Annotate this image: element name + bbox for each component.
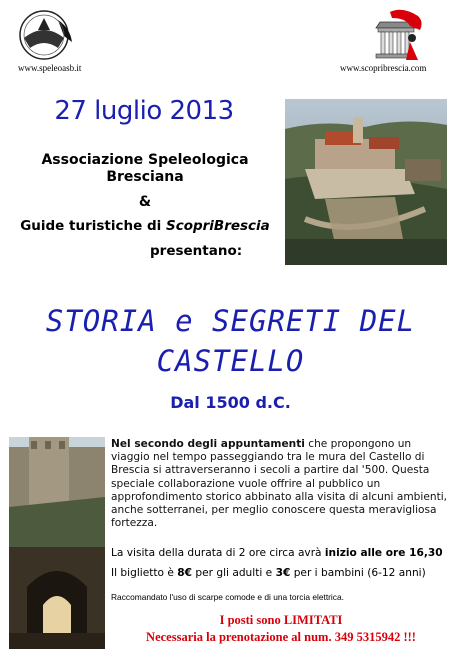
ampersand: & <box>138 194 152 210</box>
ticket-mid: per gli adulti e <box>192 567 276 579</box>
guides-line <box>10 218 280 234</box>
booking-notice: Necessaria la prenotazione al num. 349 5315942 !!! <box>146 630 416 644</box>
scopribrescia-logo <box>362 8 430 62</box>
guides-prefix: Guide turistiche di <box>20 218 166 234</box>
equipment-note: Raccomandato l'uso di scarpe comode e di una torcia elettrica. <box>111 592 344 602</box>
speleoasb-url[interactable]: www.speleoasb.it <box>18 63 82 73</box>
event-description <box>111 438 451 530</box>
visit-info <box>111 547 451 560</box>
castle-gate-photo <box>9 437 105 649</box>
visit-start-time: inizio alle ore 16,30 <box>324 547 443 559</box>
event-title <box>8 301 453 381</box>
title-line-1: STORIA e SEGRETI DEL <box>45 304 416 338</box>
scopribrescia-url[interactable]: www.scopribrescia.com <box>340 63 427 73</box>
limited-seats-notice: I posti sono LIMITATI <box>219 613 343 627</box>
guides-brand: ScopriBrescia <box>165 218 270 234</box>
ticket-prefix: Il biglietto è <box>111 567 178 579</box>
ticket-suffix: per i bambini (6-12 anni) <box>290 567 426 579</box>
event-date: 27 luglio 2013 <box>54 96 234 126</box>
description-lead: Nel secondo degli appuntamenti <box>111 438 305 450</box>
ticket-child-price: 3€ <box>275 567 291 579</box>
event-period: Dal 1500 d.C. <box>170 393 291 412</box>
visit-prefix: La visita della durata di 2 ore circa avrà <box>111 547 325 559</box>
title-line-2: CASTELLO <box>156 344 305 378</box>
organizer-name <box>20 152 270 186</box>
castle-aerial-photo <box>285 99 447 265</box>
description-body: che propongono un viaggio nel tempo passeggiando tra le mura del Castello di Brescia si attraverseranno i secoli a partire dal '500. Questa speciale collaborazione vuole offrire al pubblico un approfondimento storico abbinato alla visita di alcuni ambienti, anche sotterranei, per meglio conoscere questa meravigliosa fortezza. <box>111 438 448 530</box>
ticket-adult-price: 8€ <box>177 567 193 579</box>
ticket-info <box>111 567 451 580</box>
organizer-line-2: Bresciana <box>106 169 184 185</box>
organizer-line-1: Associazione Speleologica <box>41 152 249 168</box>
presents-label: presentano: <box>150 243 243 259</box>
speleo-asb-logo <box>14 8 78 62</box>
